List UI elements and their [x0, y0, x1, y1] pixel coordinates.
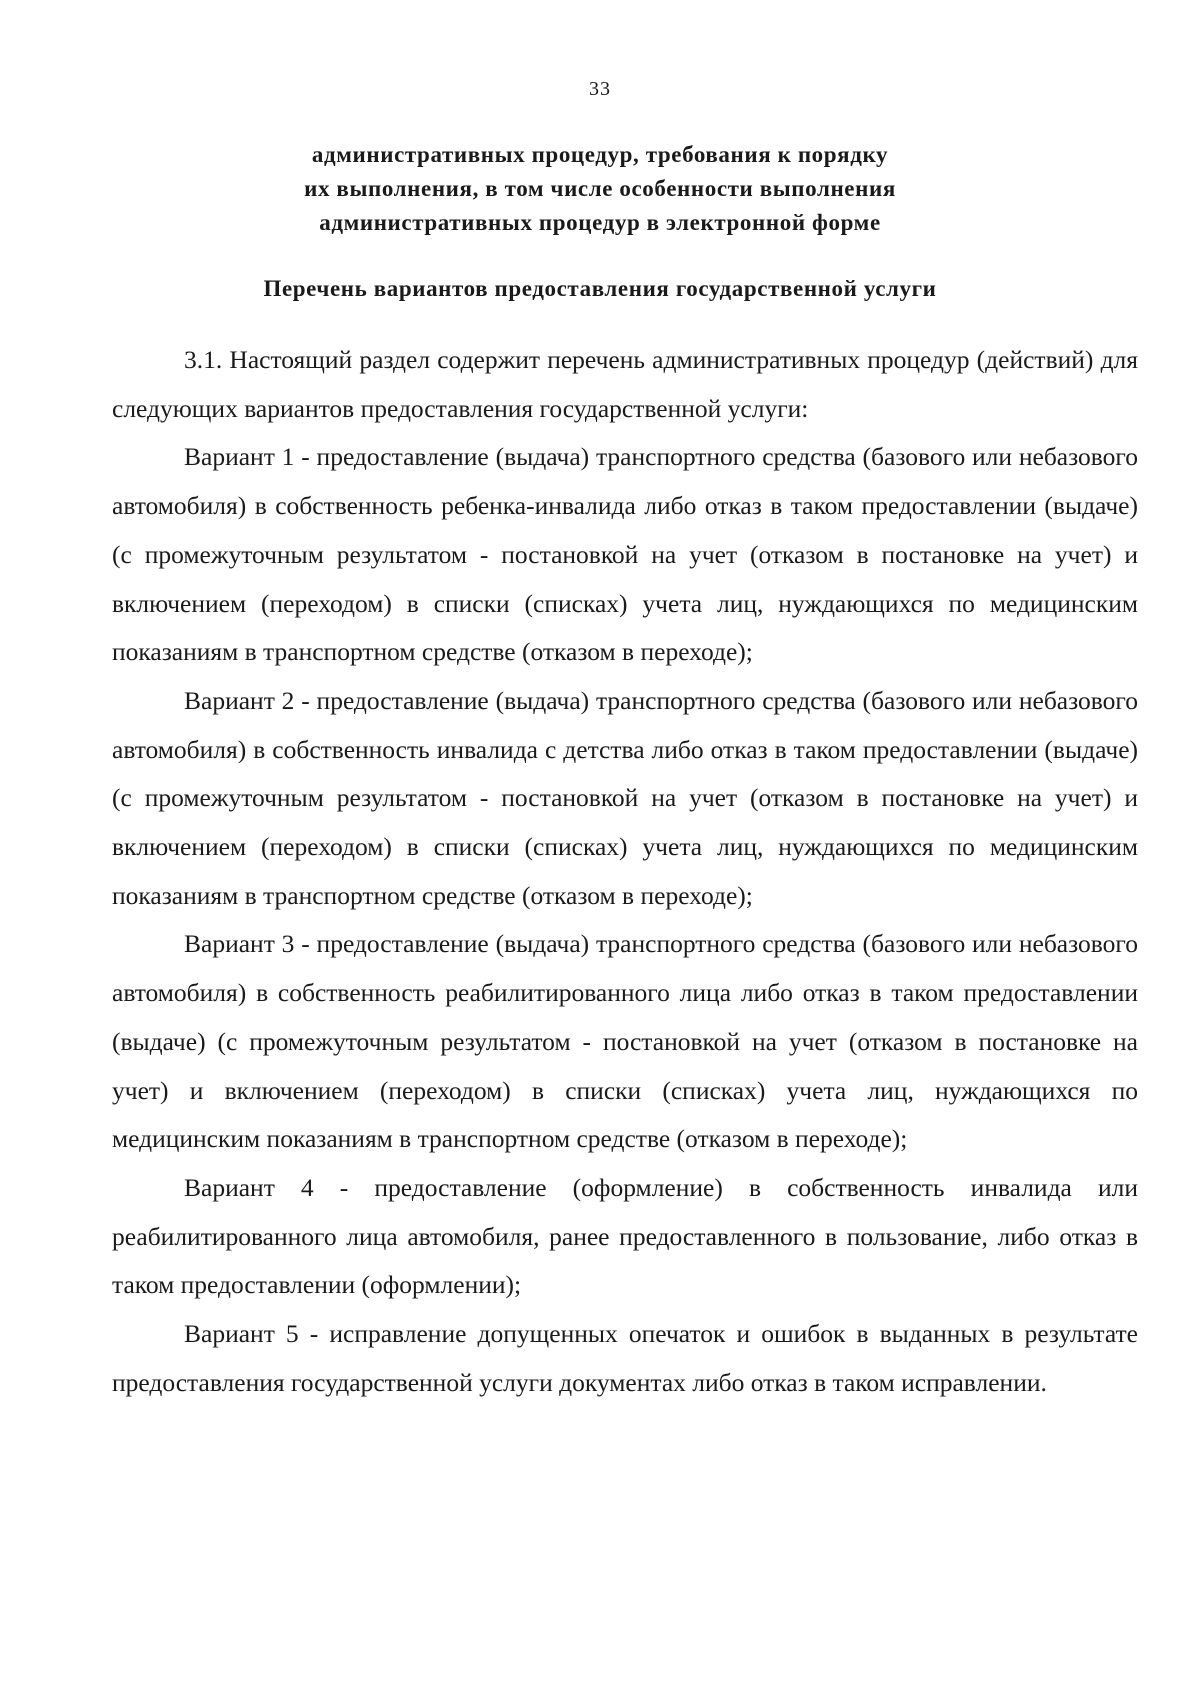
- paragraph-variant-3: Вариант 3 - предоставление (выдача) транспортного средства (базового или небазового автомобиля) в собственность реабилитированного лица либо отказ в таком предоставлении (выдаче) (с промежуточным результатом - постановкой на учет (отказом в постановке на учет) и включением (переходом) в списки (списках) учета лиц, нуждающихся по медицинским показаниям в транспортном средстве (отказом в переходе);: [112, 929, 1138, 1154]
- subsection-heading: Перечень вариантов предоставления государственной услуги: [263, 276, 937, 301]
- section-heading-line: административных процедур, требования к порядку: [311, 142, 889, 167]
- paragraph-intro: 3.1. Настоящий раздел содержит перечень административных процедур (действий) для следующих вариантов предоставления государственной услуги:: [112, 345, 1138, 423]
- page-number: 33: [589, 78, 611, 100]
- document-body: [112, 336, 1138, 1407]
- paragraph-variant-4: Вариант 4 - предоставление (оформление) в собственность инвалида или реабилитированного лица автомобиля, ранее предоставленного в пользование, либо отказ в таком предоставлении (оформлении);: [112, 1172, 1138, 1300]
- paragraph-variant-2: Вариант 2 - предоставление (выдача) транспортного средства (базового или небазового автомобиля) в собственность инвалида с детства либо отказ в таком предоставлении (выдаче) (с промежуточным результатом - постановкой на учет (отказом в постановке на учет) и включением (переходом) в списки (списках) учета лиц, нуждающихся по медицинским показаниям в транспортном средстве (отказом в переходе);: [112, 685, 1138, 910]
- section-heading: [0, 138, 1200, 240]
- section-heading-line: административных процедур в электронной форме: [319, 210, 881, 235]
- paragraph-variant-5: Вариант 5 - исправление допущенных опечаток и ошибок в выданных в результате предоставления государственной услуги документах либо отказ в таком исправлении.: [112, 1319, 1138, 1397]
- paragraph-variant-1: Вариант 1 - предоставление (выдача) транспортного средства (базового или небазового автомобиля) в собственность ребенка-инвалида либо отказ в таком предоставлении (выдаче) (с промежуточным результатом - постановкой на учет (отказом в постановке на учет) и включением (переходом) в списки (списках) учета лиц, нуждающихся по медицинским показаниям в транспортном средстве (отказом в переходе);: [112, 442, 1138, 667]
- section-heading-line: их выполнения, в том числе особенности выполнения: [304, 176, 896, 201]
